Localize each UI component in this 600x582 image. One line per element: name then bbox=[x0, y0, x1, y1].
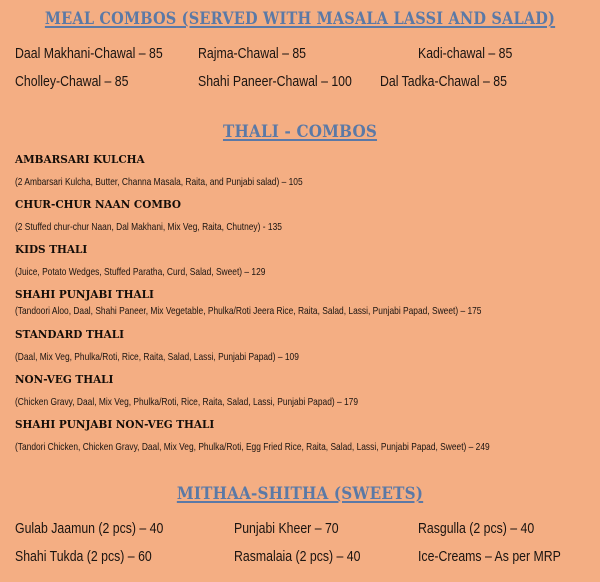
thali-description: (Tandori Chicken, Chicken Gravy, Daal, Mix Veg, Phulka/Roti, Egg Fried Rice, Raita, Salad, Lassi, Punjabi Papad, Sweet) – 249 bbox=[15, 441, 490, 453]
thali-name: CHUR-CHUR NAAN COMBO bbox=[15, 198, 182, 211]
meal-combo-item: Rajma-Chawal – 85 bbox=[198, 45, 307, 62]
thali-name: SHAHI PUNJABI NON-VEG THALI bbox=[15, 418, 215, 431]
sweet-item: Punjabi Kheer – 70 bbox=[234, 520, 339, 537]
meal-combo-item: Daal Makhani-Chawal – 85 bbox=[15, 45, 163, 62]
thali-description: (Daal, Mix Veg, Phulka/Roti, Rice, Raita, Salad, Lassi, Punjabi Papad) – 109 bbox=[15, 351, 299, 363]
sweet-item: Gulab Jaamun (2 pcs) – 40 bbox=[15, 520, 164, 537]
sweet-item: Shahi Tukda (2 pcs) – 60 bbox=[15, 548, 152, 565]
meal-combo-item: Dal Tadka-Chawal – 85 bbox=[380, 73, 507, 90]
meal-combos-title: MEAL COMBOS (SERVED WITH MASALA LASSI AND SALAD) bbox=[44, 9, 556, 28]
thali-name: STANDARD THALI bbox=[15, 328, 124, 341]
sweet-item: Ice-Creams – As per MRP bbox=[418, 548, 561, 565]
thali-name: SHAHI PUNJABI THALI bbox=[15, 288, 154, 301]
thali-description: (2 Ambarsari Kulcha, Butter, Channa Masala, Raita, and Punjabi salad) – 105 bbox=[15, 176, 303, 188]
thali-name: NON-VEG THALI bbox=[15, 373, 114, 386]
thali-description: (Juice, Potato Wedges, Stuffed Paratha, Curd, Salad, Sweet) – 129 bbox=[15, 266, 266, 278]
meal-combo-item: Cholley-Chawal – 85 bbox=[15, 73, 129, 90]
thali-description: (2 Stuffed chur-chur Naan, Dal Makhani, Mix Veg, Raita, Chutney) - 135 bbox=[15, 221, 282, 233]
thali-name: KIDS THALI bbox=[15, 243, 88, 256]
meal-combo-item: Kadi-chawal – 85 bbox=[418, 45, 513, 62]
sweets-title: MITHAA-SHITHA (SWEETS) bbox=[176, 484, 424, 503]
sweet-item: Rasgulla (2 pcs) – 40 bbox=[418, 520, 535, 537]
meal-combo-item: Shahi Paneer-Chawal – 100 bbox=[198, 73, 352, 90]
sweet-item: Rasmalaia (2 pcs) – 40 bbox=[234, 548, 361, 565]
thali-description: (Tandoori Aloo, Daal, Shahi Paneer, Mix Vegetable, Phulka/Roti Jeera Rice, Raita, Salad, Lassi, Punjabi Papad, Sweet) – 175 bbox=[15, 305, 482, 317]
thali-name: AMBARSARI KULCHA bbox=[15, 153, 145, 166]
thali-combos-title: THALI - COMBOS bbox=[222, 122, 378, 141]
thali-description: (Chicken Gravy, Daal, Mix Veg, Phulka/Roti, Rice, Raita, Salad, Lassi, Punjabi Papad) – 179 bbox=[15, 396, 359, 408]
